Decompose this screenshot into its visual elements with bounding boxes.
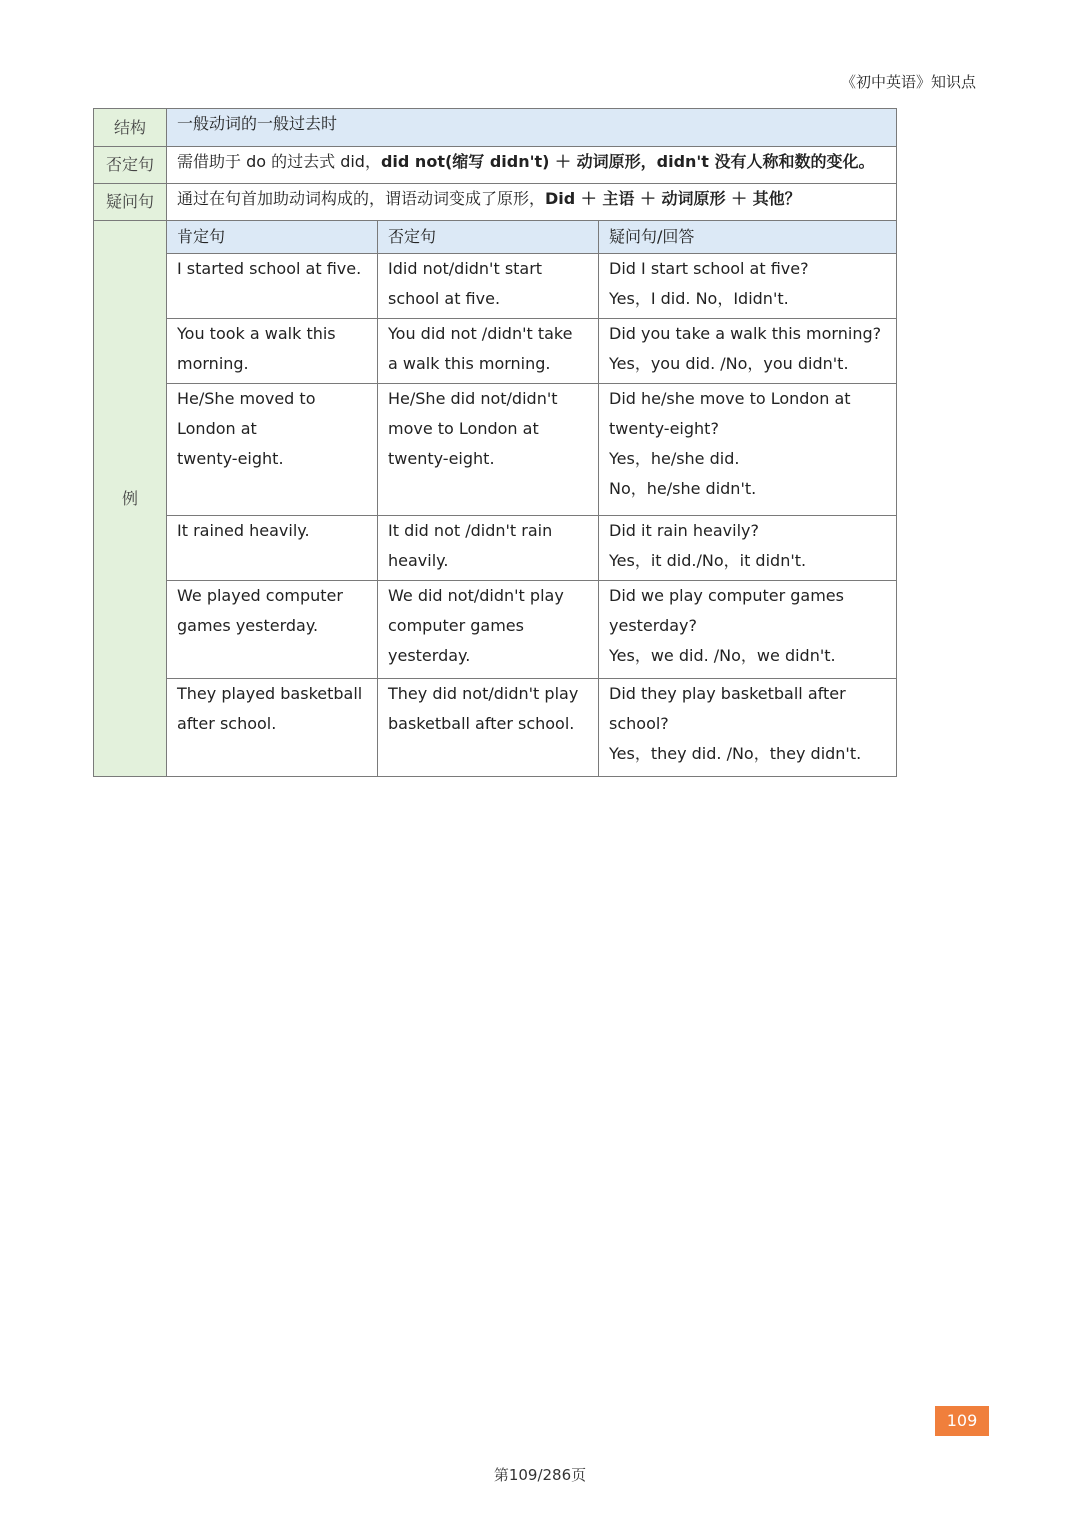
cell-line: Did they play basketball after — [609, 684, 846, 703]
question-cell — [599, 516, 897, 581]
question-cell — [599, 581, 897, 679]
cell-line: He/She did not/didn't — [388, 389, 558, 408]
grammar-table — [93, 108, 897, 777]
page-footer: 第109/286页 — [493, 1466, 587, 1484]
cell-line: a walk this morning. — [388, 354, 551, 373]
structure-label: 结构 — [94, 109, 167, 147]
column-header-negative: 否定句 — [378, 221, 599, 254]
question-cell — [599, 679, 897, 777]
cell-line: basketball after school. — [388, 714, 575, 733]
affirmative-cell — [167, 516, 378, 581]
structure-value: 一般动词的一般过去时 — [167, 109, 897, 147]
negative-cell — [378, 319, 599, 384]
question-rule-part1: 通过在句首加助动词构成的，谓语动词变成了原形， — [177, 189, 546, 208]
cell-line: twenty-eight? — [609, 419, 719, 438]
cell-line: They did not/didn't play — [388, 684, 579, 703]
cell-line: Yes，they did. /No，they didn't. — [609, 744, 862, 763]
cell-line: We played computer — [177, 586, 343, 605]
cell-line: London at — [177, 419, 257, 438]
affirmative-cell — [167, 679, 378, 777]
cell-line: yesterday? — [609, 616, 697, 635]
example-label: 例 — [94, 221, 167, 777]
document-header-title: 《初中英语》知识点 — [840, 73, 976, 91]
cell-line: Yes，you did. /No，you didn't. — [609, 354, 849, 373]
cell-line: after school. — [177, 714, 277, 733]
negative-cell — [378, 581, 599, 679]
cell-line: morning. — [177, 354, 249, 373]
cell-line: school at five. — [388, 289, 501, 308]
question-cell — [599, 384, 897, 516]
cell-line: We did not/didn't play — [388, 586, 564, 605]
question-row — [94, 184, 897, 221]
affirmative-cell — [167, 384, 378, 516]
affirmative-cell — [167, 254, 378, 319]
example-row — [94, 581, 897, 679]
cell-line: twenty-eight. — [388, 449, 495, 468]
negative-cell — [378, 516, 599, 581]
cell-line: heavily. — [388, 551, 449, 570]
cell-line: It did not /didn't rain — [388, 521, 553, 540]
cell-line: No，he/she didn't. — [609, 479, 757, 498]
cell-line: Did you take a walk this morning? — [609, 324, 882, 343]
cell-line: games yesterday. — [177, 616, 319, 635]
cell-line: Did he/she move to London at — [609, 389, 851, 408]
negative-cell — [378, 384, 599, 516]
cell-line: yesterday. — [388, 646, 471, 665]
cell-line: You did not /didn't take — [388, 324, 573, 343]
cell-line: Yes，I did. No，Ididn't. — [609, 289, 789, 308]
cell-line: computer games — [388, 616, 524, 635]
example-header-row — [94, 221, 897, 254]
cell-line: Yes，he/she did. — [609, 449, 740, 468]
cell-line: Did I start school at five? — [609, 259, 809, 278]
cell-line: Did it rain heavily? — [609, 521, 759, 540]
example-row — [94, 319, 897, 384]
cell-line: school? — [609, 714, 669, 733]
question-label: 疑问句 — [94, 184, 167, 221]
example-row — [94, 679, 897, 777]
structure-row — [94, 109, 897, 147]
negative-label: 否定句 — [94, 147, 167, 184]
negative-cell — [378, 679, 599, 777]
cell-line: Did we play computer games — [609, 586, 844, 605]
cell-line: You took a walk this — [177, 324, 336, 343]
question-cell — [599, 319, 897, 384]
example-row — [94, 516, 897, 581]
cell-line: It rained heavily. — [177, 521, 310, 540]
cell-line: twenty-eight. — [177, 449, 284, 468]
page-number-badge: 109 — [935, 1406, 989, 1436]
example-row — [94, 254, 897, 319]
cell-line: Yes，it did./No，it didn't. — [609, 551, 807, 570]
cell-line: Yes，we did. /No，we didn't. — [609, 646, 836, 665]
column-header-question: 疑问句/回答 — [599, 221, 897, 254]
negative-rule-part2: did not(缩写 didn't) ＋ 动词原形，didn't 没有人称和数的变化。 — [380, 152, 875, 171]
negative-rule — [167, 147, 897, 184]
example-row — [94, 384, 897, 516]
question-cell — [599, 254, 897, 319]
question-rule — [167, 184, 897, 221]
cell-line: They played basketball — [177, 684, 363, 703]
negative-row — [94, 147, 897, 184]
column-header-affirmative: 肯定句 — [167, 221, 378, 254]
negative-rule-part1: 需借助于 do 的过去式 did， — [177, 152, 381, 171]
question-rule-part2: Did ＋ 主语 ＋ 动词原形 ＋ 其他？ — [545, 189, 801, 208]
cell-line: I started school at five. — [177, 259, 362, 278]
cell-line: He/She moved to — [177, 389, 316, 408]
negative-cell — [378, 254, 599, 319]
cell-line: move to London at — [388, 419, 539, 438]
cell-line: Idid not/didn't start — [388, 259, 543, 278]
affirmative-cell — [167, 581, 378, 679]
affirmative-cell — [167, 319, 378, 384]
